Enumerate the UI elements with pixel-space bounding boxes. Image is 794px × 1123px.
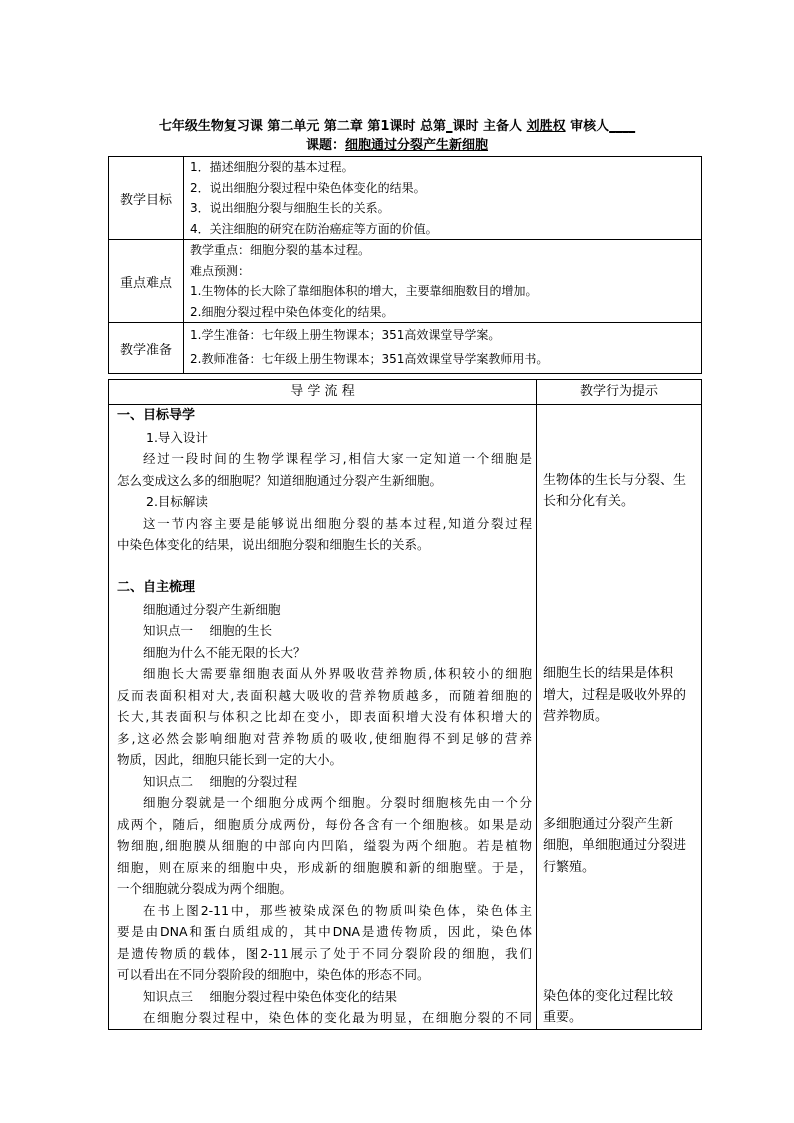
hint-line [537, 448, 701, 470]
objectives-label: 教学目标 [109, 157, 184, 240]
hint-line [537, 405, 701, 427]
hint-line [537, 878, 701, 900]
key-points-content [184, 240, 702, 323]
blank-line [109, 556, 536, 578]
hint-line [537, 943, 701, 965]
hint-line [537, 964, 701, 986]
hint-line [537, 577, 701, 599]
hint-column-header: 教学行为提示 [537, 380, 702, 405]
lesson-topic: 课题：细胞通过分裂产生新细胞 [305, 138, 489, 153]
hint-line [537, 620, 701, 642]
hint-line [537, 642, 701, 664]
subheading: 2.目标解读 [146, 494, 208, 509]
question-line: 细胞为什么不能无限的长大？ [143, 644, 306, 660]
section-heading: 一、目标导学 [117, 408, 196, 423]
key-point-line: 2.细胞分裂过程中染色体变化的结果。 [190, 304, 394, 319]
paragraph-line: 物细胞,细胞膜从细胞的中部向内凹陷，缢裂为两个细胞。若是植物 [117, 838, 532, 853]
paragraph-line: 成两个，随后，细胞质分成两份，每份各含有一个细胞核。如果是动 [117, 816, 532, 832]
key-point-line: 1.生物体的长大除了靠细胞体积的增大，主要靠细胞数目的增加。 [190, 284, 538, 298]
hint-line [537, 900, 701, 922]
hint-line: 营养物质。 [543, 709, 609, 724]
paragraph-line: 中染色体变化的结果，说出细胞分裂和细胞生长的关系。 [117, 537, 430, 552]
hint-line: 多细胞通过分裂产生新 [543, 816, 674, 832]
flow-body-row [109, 405, 702, 1030]
paragraph-line: 一个细胞就分裂成为两个细胞。 [117, 881, 293, 896]
hint-line: 细胞，单细胞通过分裂进 [543, 838, 687, 853]
paragraph-line: 反而表面积相对大,表面积越大吸收的营养物质越多，而随着细胞的 [117, 687, 532, 703]
paragraph-line: 可以看出在不同分裂阶段的细胞中，染色体的形态不同。 [117, 967, 430, 982]
preparation-row [109, 323, 702, 374]
hint-line [537, 771, 701, 793]
preparation-line: 2.教师准备：七年级上册生物课本；351高效课堂导学案教师用书。 [190, 352, 549, 366]
knowledge-point-heading: 知识点二 细胞的分裂过程 [143, 773, 297, 789]
hint-line [537, 792, 701, 814]
objective-line: 1．描述细胞分裂的基本过程。 [190, 160, 354, 174]
paragraph-line: 要是由DNA和蛋白质组成的，其中DNA是遗传物质，因此，染色体 [117, 924, 532, 939]
hint-line: 生物体的生长与分裂、生 [543, 472, 687, 488]
objective-line: 2．说出细胞分裂过程中染色体变化的结果。 [190, 180, 426, 195]
subheading: 1.导入设计 [146, 429, 208, 445]
objectives-content [184, 157, 702, 240]
paragraph-line: 怎么变成这么多的细胞呢？知道细胞通过分裂产生新细胞。 [117, 472, 443, 488]
guided-learning-table [108, 379, 702, 1030]
key-point-line: 教学重点：细胞分裂的基本过程。 [190, 243, 371, 257]
paragraph-line: 细胞长大需要靠细胞表面从外界吸收营养物质,体积较小的细胞 [143, 666, 532, 681]
knowledge-point-heading: 知识点三 细胞分裂过程中染色体变化的结果 [143, 988, 397, 1004]
key-point-line: 难点预测： [190, 263, 251, 278]
objective-line: 4．关注细胞的研究在防治癌症等方面的价值。 [190, 221, 438, 236]
hint-line [537, 749, 701, 771]
hint-line [537, 427, 701, 449]
hint-line: 细胞生长的结果是体积 [543, 666, 674, 681]
paragraph-line: 细胞，则在原来的细胞中央，形成新的细胞膜和新的细胞壁。于是， [117, 859, 532, 875]
section-heading: 二、自主梳理 [117, 580, 196, 595]
hint-line: 染色体的变化过程比较 [543, 988, 674, 1004]
key-points-label: 重点难点 [109, 240, 184, 323]
hint-line: 行繁殖。 [543, 859, 596, 875]
key-points-row [109, 240, 702, 323]
flow-header-row [109, 380, 702, 405]
hint-line [537, 534, 701, 556]
document-title: 七年级生物复习课 第二单元 第二章 第1课时 总第_课时 主备人 刘胜权 审核人____ [158, 119, 636, 134]
hint-line [537, 728, 701, 750]
hint-line [537, 921, 701, 943]
hint-line: 增大，过程是吸收外界的 [543, 687, 687, 703]
hint-content [537, 405, 702, 1030]
paragraph-line: 细胞分裂就是一个细胞分成两个细胞。分裂时细胞核先由一个分 [143, 795, 532, 810]
hint-line [537, 599, 701, 621]
hint-line [537, 513, 701, 535]
preparation-label: 教学准备 [109, 323, 184, 374]
paragraph-line: 在书上图2-11中，那些被染成深色的物质叫染色体，染色体主 [143, 902, 532, 918]
paragraph-line: 物质，因此，细胞只能长到一定的大小。 [117, 752, 343, 767]
hint-line [537, 556, 701, 578]
objective-line: 3．说出细胞分裂与细胞生长的关系。 [190, 201, 390, 215]
paragraph-line: 这一节内容主要是能够说出细胞分裂的基本过程,知道分裂过程 [143, 515, 532, 531]
topic-line: 细胞通过分裂产生新细胞 [143, 601, 281, 617]
paragraph-line: 经过一段时间的生物学课程学习,相信大家一定知道一个细胞是 [143, 451, 532, 466]
preparation-content [184, 323, 702, 374]
preparation-line: 1.学生准备：七年级上册生物课本；351高效课堂导学案。 [190, 328, 501, 342]
knowledge-point-heading: 知识点一 细胞的生长 [143, 623, 272, 638]
hint-line: 重要。 [543, 1010, 583, 1025]
flow-column-header: 导 学 流 程 [109, 380, 537, 405]
hint-line: 长和分化有关。 [543, 494, 635, 509]
paragraph-line: 多,这必然会影响细胞对营养物质的吸收,使细胞得不到足够的营养 [117, 730, 532, 746]
paragraph-line: 长大,其表面积与体积之比却在变小，即表面积增大没有体积增大的 [117, 709, 532, 724]
lesson-info-table [108, 156, 702, 374]
flow-content [109, 405, 537, 1030]
paragraph-line: 在细胞分裂过程中，染色体的变化最为明显，在细胞分裂的不同 [143, 1010, 532, 1025]
objectives-row [109, 157, 702, 240]
paragraph-line: 是遗传物质的载体，图2-11展示了处于不同分裂阶段的细胞，我们 [117, 945, 532, 961]
